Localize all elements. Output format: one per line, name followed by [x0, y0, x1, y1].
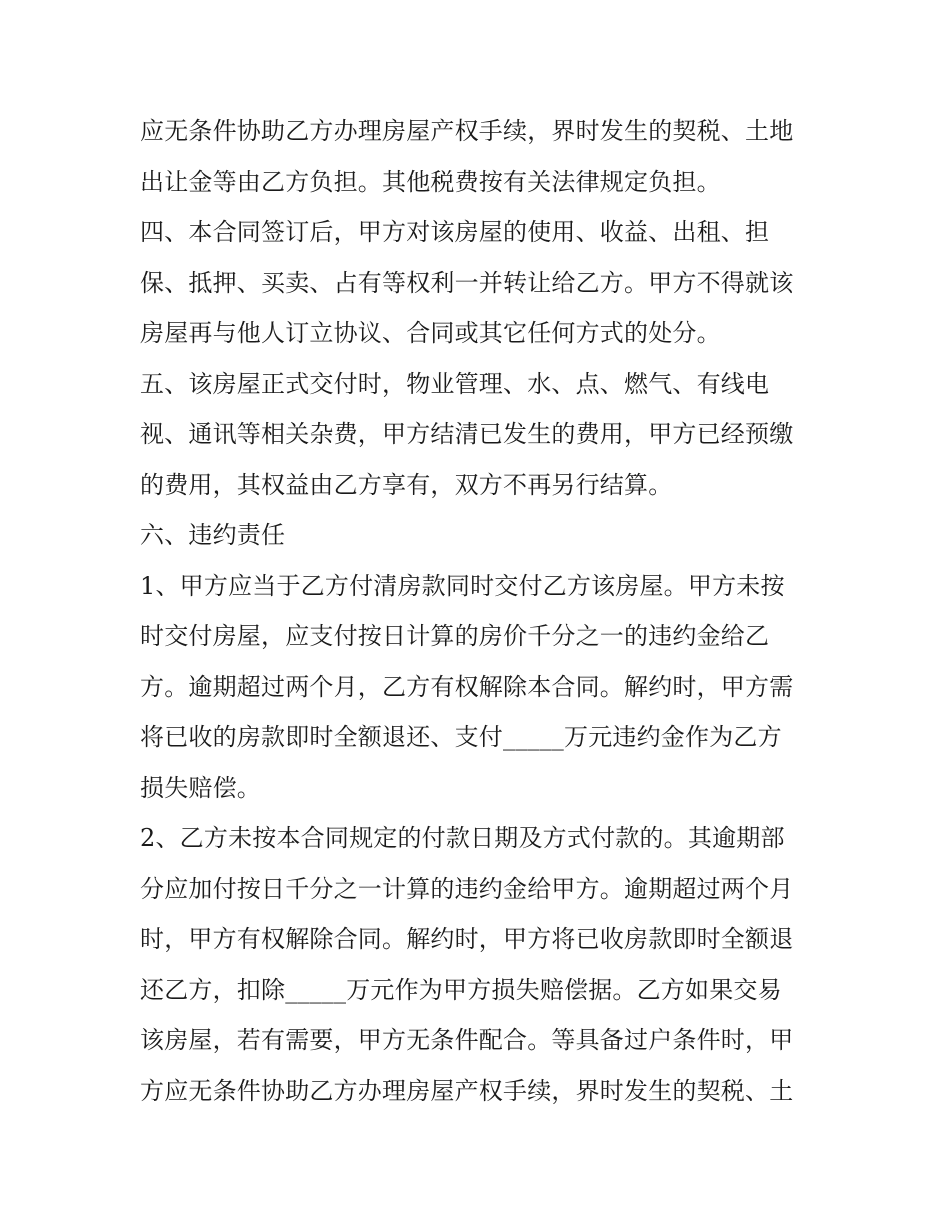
- text-line: 视、通讯等相关杂费，甲方结清已发生的费用，甲方已经预缴: [140, 420, 794, 448]
- text-line: 该房屋，若有需要，甲方无条件配合。等具备过户条件时，甲: [140, 1026, 794, 1054]
- clause-five-line: 五、该房屋正式交付时，物业管理、水、点、燃气、有线电: [140, 369, 770, 398]
- text-line: 损失赔偿。: [140, 773, 261, 802]
- text-line: 的费用，其权益由乙方享有，双方不再另行结算。: [140, 470, 673, 499]
- text-line: 时，甲方有权解除合同。解约时，甲方将已收房款即时全额退: [140, 925, 794, 953]
- text-line: 出让金等由乙方负担。其他税费按有关法律规定负担。: [140, 167, 721, 196]
- item-two-line: 2、乙方未按本合同规定的付款日期及方式付款的。其逾期部: [140, 824, 785, 852]
- text-line: 方应无条件协助乙方办理房屋产权手续，界时发生的契税、土: [140, 1076, 794, 1105]
- text-line: 时交付房屋，应支付按日计算的房价千分之一的违约金给乙: [140, 622, 770, 650]
- document-body: [140, 106, 820, 1116]
- item-one-line: 1、甲方应当于乙方付清房款同时交付乙方该房屋。甲方未按: [140, 571, 785, 600]
- text-line: 还乙方，扣除_____万元作为甲方损失赔偿据。乙方如果交易: [140, 975, 782, 1004]
- clause-four-line: 四、本合同签订后，甲方对该房屋的使用、收益、出租、担: [140, 218, 770, 246]
- text-line: 保、抵押、买卖、占有等权利一并转让给乙方。甲方不得就该: [140, 268, 794, 297]
- text-line: 房屋再与他人订立协议、合同或其它任何方式的处分。: [140, 319, 721, 347]
- section-heading-breach: 六、违约责任: [140, 521, 286, 549]
- text-line: 应无条件协助乙方办理房屋产权手续，界时发生的契税、土地: [140, 117, 794, 145]
- text-line: 将已收的房款即时全额退还、支付_____万元违约金作为乙方: [140, 723, 782, 751]
- text-line: 分应加付按日千分之一计算的违约金给甲方。逾期超过两个月: [140, 874, 794, 903]
- text-line: 方。逾期超过两个月，乙方有权解除本合同。解约时，甲方需: [140, 672, 794, 701]
